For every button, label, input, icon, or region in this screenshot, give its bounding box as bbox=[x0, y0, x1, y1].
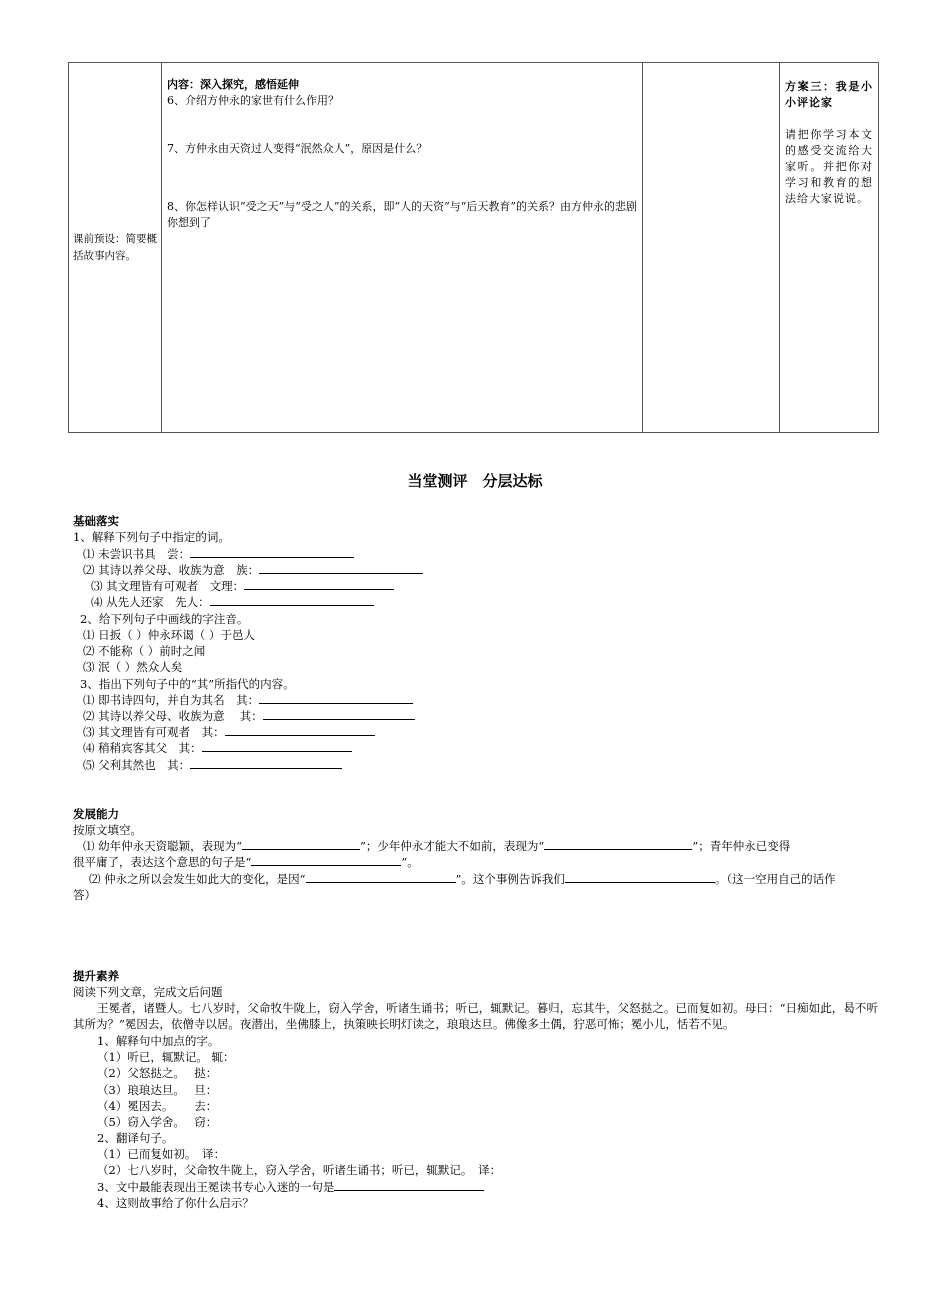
plan-body: 请把你学习本文的感受交流给大家听。并把你对学习和教育的想法给大家说说。 bbox=[785, 128, 873, 205]
plan-title: 方案三：我是小小评论家 bbox=[785, 80, 873, 109]
develop-intro: 按原文填空。 bbox=[73, 823, 142, 837]
answer-blank[interactable] bbox=[334, 1179, 484, 1191]
answer-blank[interactable] bbox=[544, 838, 692, 850]
improve-title: 提升素养 bbox=[73, 969, 119, 983]
answer-blank[interactable] bbox=[259, 692, 413, 704]
lesson-table bbox=[68, 62, 879, 433]
improve-q1-item: （4）冕因去。 去： bbox=[97, 1099, 218, 1113]
basic-q3-item: ⑶ 其文理皆有可观者 其： bbox=[83, 724, 375, 740]
answer-blank[interactable] bbox=[306, 871, 456, 883]
basic-q3-item: ⑷ 稍稍宾客其父 其： bbox=[83, 740, 352, 756]
answer-blank[interactable] bbox=[190, 757, 342, 769]
reading-passage: 王冕者，诸暨人。七八岁时，父命牧牛陇上，窃入学舍，听诸生诵书；听已，辄默记。暮归，忘其牛，父怒挞之。已而复如初。母曰：“日痴如此，曷不听其所为？”冕因去，依僧寺以居。夜潜出，坐佛膝上，执策映长明灯读之，琅琅达旦。佛像多土偶，狞恶可怖；冕小儿，恬若不见。 bbox=[73, 1001, 878, 1031]
improve-q3: 3、文中最能表现出王冕读书专心入迷的一句是 bbox=[97, 1179, 484, 1195]
basic-q3-item: ⑸ 父利其然也 其： bbox=[83, 757, 342, 773]
basic-q2-item: ⑴ 日扳（ ）仲永环谒（ ）于邑人 bbox=[83, 628, 255, 642]
improve-q2-item: （2）七八岁时，父命牧牛陇上，窃入学舍，听诸生诵书；听已，辄默记。 译： bbox=[97, 1163, 502, 1177]
question-6: 6、介绍方仲永的家世有什么作用？ bbox=[167, 94, 339, 107]
basic-q3-item: ⑵ 其诗以养父母、收族为意 其： bbox=[83, 708, 415, 724]
basic-q3-item: ⑴ 即书诗四句，并自为其名 其： bbox=[83, 692, 413, 708]
basic-q1-item: ⑶ 其文理皆有可观者 文理： bbox=[91, 578, 394, 594]
answer-blank[interactable] bbox=[244, 578, 394, 590]
basic-q1-item: ⑷ 从先人还家 先人： bbox=[91, 594, 374, 610]
improve-q1-item: （2）父怒挞之。 挞： bbox=[97, 1066, 218, 1080]
improve-q1: 1、解释句中加点的字。 bbox=[97, 1034, 220, 1048]
develop-p1-cont: 很平庸了，表达这个意思的句子是“ ”。 bbox=[73, 855, 419, 869]
basic-q1: 1、解释下列句子中指定的词。 bbox=[73, 530, 230, 544]
answer-blank[interactable] bbox=[565, 871, 715, 883]
improve-intro: 阅读下列文章，完成文后问题 bbox=[73, 985, 223, 999]
section-heading: 当堂测评 分层达标 bbox=[407, 472, 543, 490]
empty-cell bbox=[643, 63, 780, 433]
answer-blank[interactable] bbox=[225, 724, 375, 736]
develop-title: 发展能力 bbox=[73, 807, 119, 821]
content-cell bbox=[162, 63, 643, 433]
develop-p2: ⑵ 仲永之所以会发生如此大的变化，是因“ ”。这个事例告诉我们 。（这一空用自己的话作 bbox=[89, 872, 836, 886]
preset-text: 课前预设：简要概括故事内容。 bbox=[73, 232, 157, 262]
basic-q2-item: ⑵ 不能称（ ）前时之闻 bbox=[83, 644, 206, 658]
plan-cell bbox=[780, 63, 879, 433]
answer-blank[interactable] bbox=[190, 546, 354, 558]
develop-p2-cont: 答） bbox=[73, 888, 96, 902]
basic-title: 基础落实 bbox=[73, 514, 119, 528]
answer-blank[interactable] bbox=[259, 562, 423, 574]
improve-q1-item: （5）窃入学舍。 窃： bbox=[97, 1115, 218, 1129]
improve-q4: 4、这则故事给了你什么启示？ bbox=[97, 1196, 254, 1210]
basic-q3: 3、指出下列句子中的“其”所指代的内容。 bbox=[80, 677, 295, 691]
basic-q1-item: ⑵ 其诗以养父母、收族为意 族： bbox=[83, 562, 423, 578]
content-title: 内容：深入探究，感悟延伸 bbox=[167, 78, 299, 91]
improve-q1-item: （3）琅琅达旦。 旦： bbox=[97, 1083, 218, 1097]
improve-q1-item: （1）听已，辄默记。 辄： bbox=[97, 1050, 235, 1064]
question-7: 7、方仲永由天资过人变得“泯然众人”，原因是什么？ bbox=[167, 142, 428, 155]
develop-p1: ⑴ 幼年仲永天资聪颖，表现为“ ”；少年仲永才能大不如前，表现为“ ”；青年仲永已变得 bbox=[83, 839, 791, 853]
question-8: 8、你怎样认识“受之天”与“受之人”的关系，即“人的天资”与“后天教育”的关系？由方仲永的悲剧你想到了 bbox=[167, 200, 637, 229]
basic-q2: 2、给下列句子中画线的字注音。 bbox=[80, 612, 249, 626]
basic-q1-item: ⑴ 未尝识书具 尝： bbox=[83, 546, 354, 562]
answer-blank[interactable] bbox=[251, 854, 401, 866]
basic-q2-item: ⑶ 泯（ ）然众人矣 bbox=[83, 660, 183, 674]
preset-cell bbox=[69, 63, 162, 433]
improve-q2-item: （1）已而复如初。 译： bbox=[97, 1147, 226, 1161]
answer-blank[interactable] bbox=[242, 838, 360, 850]
answer-blank[interactable] bbox=[263, 708, 415, 720]
answer-blank[interactable] bbox=[202, 740, 352, 752]
answer-blank[interactable] bbox=[210, 594, 374, 606]
improve-q2: 2、翻译句子。 bbox=[97, 1131, 174, 1145]
